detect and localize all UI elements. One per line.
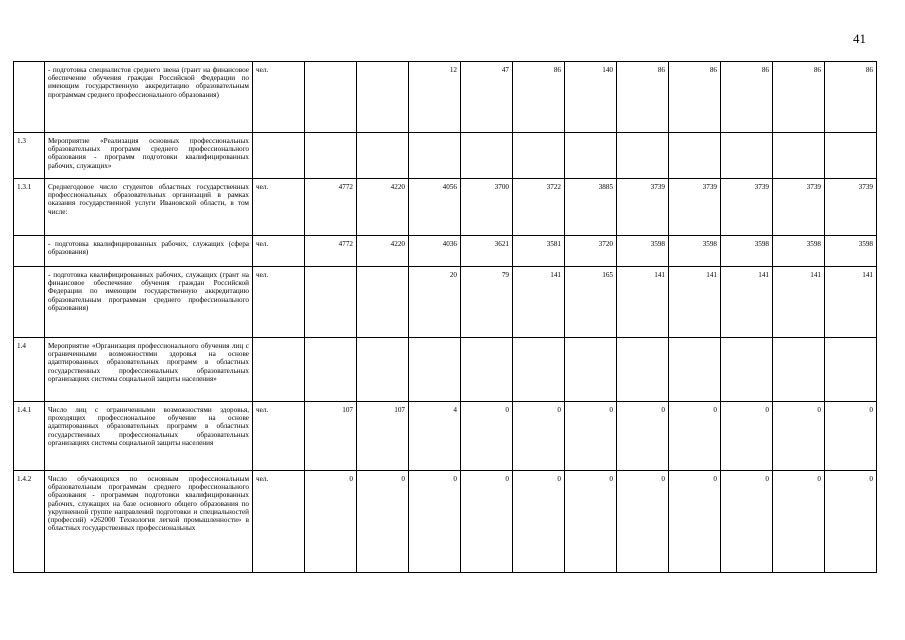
row-unit: чел. <box>253 236 305 267</box>
row-value: 0 <box>669 471 721 573</box>
row-value: 4220 <box>357 179 409 236</box>
row-value: 3598 <box>721 236 773 267</box>
row-value <box>305 62 357 133</box>
row-value: 0 <box>513 471 565 573</box>
row-value: 47 <box>461 62 513 133</box>
row-code <box>14 236 45 267</box>
row-value <box>773 133 825 179</box>
row-value <box>357 133 409 179</box>
row-code: 1.3.1 <box>14 179 45 236</box>
row-value <box>409 133 461 179</box>
row-value: 141 <box>825 267 877 338</box>
row-value: 0 <box>825 402 877 471</box>
row-unit: чел. <box>253 471 305 573</box>
table-row <box>14 471 877 573</box>
table-row <box>14 179 877 236</box>
row-value: 141 <box>669 267 721 338</box>
row-code: 1.4 <box>14 338 45 402</box>
row-value: 86 <box>825 62 877 133</box>
row-value: 3739 <box>617 179 669 236</box>
row-value: 140 <box>565 62 617 133</box>
row-description: - подготовка квалифицированных рабочих, служащих (сфера образования) <box>45 236 253 267</box>
row-value <box>565 133 617 179</box>
row-value: 86 <box>513 62 565 133</box>
row-code <box>14 62 45 133</box>
row-value: 4036 <box>409 236 461 267</box>
row-value <box>305 338 357 402</box>
row-value: 0 <box>617 402 669 471</box>
row-value: 141 <box>513 267 565 338</box>
row-value: 0 <box>669 402 721 471</box>
table-row <box>14 62 877 133</box>
row-value: 20 <box>409 267 461 338</box>
row-value: 0 <box>461 471 513 573</box>
row-code: 1.4.1 <box>14 402 45 471</box>
row-value: 3739 <box>773 179 825 236</box>
row-code: 1.4.2 <box>14 471 45 573</box>
row-value: 4772 <box>305 236 357 267</box>
row-value: 141 <box>773 267 825 338</box>
row-value: 3885 <box>565 179 617 236</box>
table-row <box>14 236 877 267</box>
row-unit: чел. <box>253 62 305 133</box>
indicators-table <box>13 61 877 573</box>
row-value: 0 <box>305 471 357 573</box>
row-value: 0 <box>565 402 617 471</box>
row-value: 0 <box>825 471 877 573</box>
row-value <box>773 338 825 402</box>
row-description: - подготовка квалифицированных рабочих, служащих (грант на финансовое обеспечение обучения граждан Российской Федерации по имеющим государственную аккредитацию образовательным программам среднего профессионального образования) <box>45 267 253 338</box>
row-value: 4772 <box>305 179 357 236</box>
row-value <box>357 62 409 133</box>
row-value <box>409 338 461 402</box>
row-description: Число лиц с ограниченными возможностями здоровья, проходящих профессиональное обучение на основе адаптированных образовательных программ в областных государственных профессиональных образовательных организациях системы социальной защиты населения <box>45 402 253 471</box>
row-value: 4220 <box>357 236 409 267</box>
row-value: 12 <box>409 62 461 133</box>
row-value: 4 <box>409 402 461 471</box>
row-value: 79 <box>461 267 513 338</box>
row-value: 3598 <box>773 236 825 267</box>
row-value: 3739 <box>825 179 877 236</box>
row-value: 141 <box>721 267 773 338</box>
row-value: 86 <box>617 62 669 133</box>
row-value: 0 <box>409 471 461 573</box>
row-value <box>305 133 357 179</box>
row-description: - подготовка специалистов среднего звена (грант на финансовое обеспечение обучения граждан Российской Федерации по имеющим государственную аккредитацию образовательным программам среднего профессионального образования) <box>45 62 253 133</box>
row-unit <box>253 338 305 402</box>
row-value <box>513 133 565 179</box>
row-value: 3722 <box>513 179 565 236</box>
row-description: Среднегодовое число студентов областных государственных профессиональных образовательных организаций в рамках оказания государственной услуги Ивановской области, в том числе: <box>45 179 253 236</box>
row-value: 0 <box>773 471 825 573</box>
table-row <box>14 402 877 471</box>
row-value: 165 <box>565 267 617 338</box>
row-value <box>617 133 669 179</box>
row-value <box>669 133 721 179</box>
row-value: 0 <box>617 471 669 573</box>
row-value: 86 <box>669 62 721 133</box>
row-value <box>461 133 513 179</box>
row-value <box>721 133 773 179</box>
row-value <box>669 338 721 402</box>
table-row <box>14 338 877 402</box>
row-value: 4056 <box>409 179 461 236</box>
row-value: 3598 <box>617 236 669 267</box>
row-description: Число обучающихся по основным профессиональным образовательным программам среднего профессионального образования - программам подготовки квалифицированных рабочих, служащих на базе основного общего образования по укрупненной группе направлений подготовки и специальностей (профессий) «262000 Технология легкой промышленности» в областных государственных профессиональных <box>45 471 253 573</box>
row-unit: чел. <box>253 267 305 338</box>
row-value: 3700 <box>461 179 513 236</box>
row-value <box>825 338 877 402</box>
row-value: 0 <box>357 471 409 573</box>
row-unit: чел. <box>253 402 305 471</box>
row-value <box>357 267 409 338</box>
row-value: 0 <box>721 471 773 573</box>
row-value: 0 <box>565 471 617 573</box>
row-value <box>825 133 877 179</box>
row-value: 3598 <box>669 236 721 267</box>
table-row <box>14 267 877 338</box>
row-code: 1.3 <box>14 133 45 179</box>
row-value: 86 <box>773 62 825 133</box>
row-unit: чел. <box>253 179 305 236</box>
table-row <box>14 133 877 179</box>
row-value: 3598 <box>825 236 877 267</box>
row-description: Мероприятие «Реализация основных профессиональных образовательных программ среднего профессионального образования - программ подготовки квалифицированных рабочих, служащих» <box>45 133 253 179</box>
row-value <box>357 338 409 402</box>
row-value: 3739 <box>669 179 721 236</box>
row-code <box>14 267 45 338</box>
row-value: 0 <box>721 402 773 471</box>
row-value: 0 <box>461 402 513 471</box>
row-value <box>461 338 513 402</box>
row-value: 3621 <box>461 236 513 267</box>
row-value <box>513 338 565 402</box>
row-value <box>305 267 357 338</box>
row-value <box>565 338 617 402</box>
row-description: Мероприятие «Организация профессионального обучения лиц с ограниченными возможностями здоровья на основе адаптированных образовательных программ в областных государственных профессиональных образовательных организациях системы социальной защиты населения» <box>45 338 253 402</box>
row-value: 0 <box>513 402 565 471</box>
row-value: 141 <box>617 267 669 338</box>
row-unit <box>253 133 305 179</box>
row-value: 3720 <box>565 236 617 267</box>
row-value: 107 <box>357 402 409 471</box>
row-value: 3581 <box>513 236 565 267</box>
row-value: 107 <box>305 402 357 471</box>
row-value: 0 <box>773 402 825 471</box>
page-number: 41 <box>853 31 866 46</box>
row-value: 3739 <box>721 179 773 236</box>
row-value: 86 <box>721 62 773 133</box>
row-value <box>617 338 669 402</box>
row-value <box>721 338 773 402</box>
